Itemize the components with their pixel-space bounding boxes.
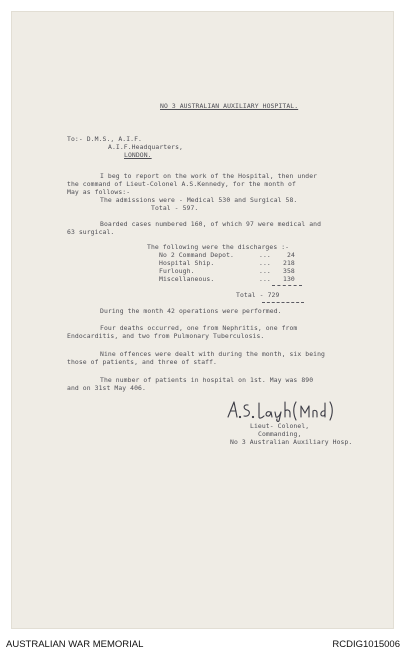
admissions-total: Total - 597. [151, 204, 199, 212]
signatory-unit: No 3 Australian Auxiliary Hosp. [230, 438, 353, 446]
deaths-line-2: Endocarditis, and two from Pulmonary Tuberculosis. [67, 332, 265, 340]
admissions-line: The admissions were - Medical 530 and Surgical 58. [100, 196, 298, 204]
discharge-label: Hospital Ship. [159, 259, 215, 267]
archive-record-id: RCDIG1015006 [332, 638, 400, 650]
handwritten-signature [226, 398, 342, 422]
document-heading: NO 3 AUSTRALIAN AUXILIARY HOSPITAL. [160, 102, 299, 110]
boarded-line-2: 63 surgical. [67, 228, 115, 236]
archive-name: AUSTRALIAN WAR MEMORIAL [6, 638, 144, 650]
discharge-leader: ... [259, 275, 271, 283]
addressee-line-2: A.I.F.Headquarters, [108, 143, 184, 151]
discharge-value: 24 [287, 251, 295, 259]
discharge-label: Miscellaneous. [159, 275, 215, 283]
discharges-intro: The following were the discharges :- [147, 243, 290, 251]
deaths-line-1: Four deaths occurred, one from Nephritis, one from [100, 324, 298, 332]
discharges-total-rule [262, 302, 304, 303]
operations-line: During the month 42 operations were performed. [100, 307, 282, 315]
signatory-role: Commanding, [258, 430, 302, 438]
discharge-label: Furlough. [159, 267, 195, 275]
intro-paragraph-line-3: May as follows:- [67, 188, 131, 196]
patients-line-1: The number of patients in hospital on 1st. May was 890 [100, 376, 314, 384]
offences-line-1: Nine offences were dealt with during the month, six being [100, 350, 326, 358]
boarded-line-1: Boarded cases numbered 160, of which 97 were medical and [100, 220, 322, 228]
offences-line-2: those of patients, and three of staff. [67, 358, 218, 366]
patients-line-2: and on 31st May 406. [67, 384, 146, 392]
discharge-label: No 2 Command Depot. [159, 251, 235, 259]
discharge-leader: ... [259, 259, 271, 267]
intro-paragraph-line-2: the command of Lieut-Colonel A.S.Kennedy, for the month of [67, 180, 296, 188]
addressee-line-3: LONDON. [124, 151, 152, 159]
signatory-rank: Lieut- Colonel, [250, 422, 310, 430]
addressee-line-1: To:- D.M.S., A.I.F. [67, 135, 143, 143]
discharge-value: 218 [283, 259, 295, 267]
discharge-value: 130 [283, 275, 295, 283]
discharge-leader: ... [259, 251, 271, 259]
discharges-total: Total - 729 [236, 291, 280, 299]
discharge-value: 358 [283, 267, 295, 275]
archive-footer [0, 634, 406, 654]
discharge-leader: ... [259, 267, 271, 275]
intro-paragraph-line-1: I beg to report on the work of the Hospital, then under [100, 172, 318, 180]
discharges-sum-rule [272, 285, 302, 286]
